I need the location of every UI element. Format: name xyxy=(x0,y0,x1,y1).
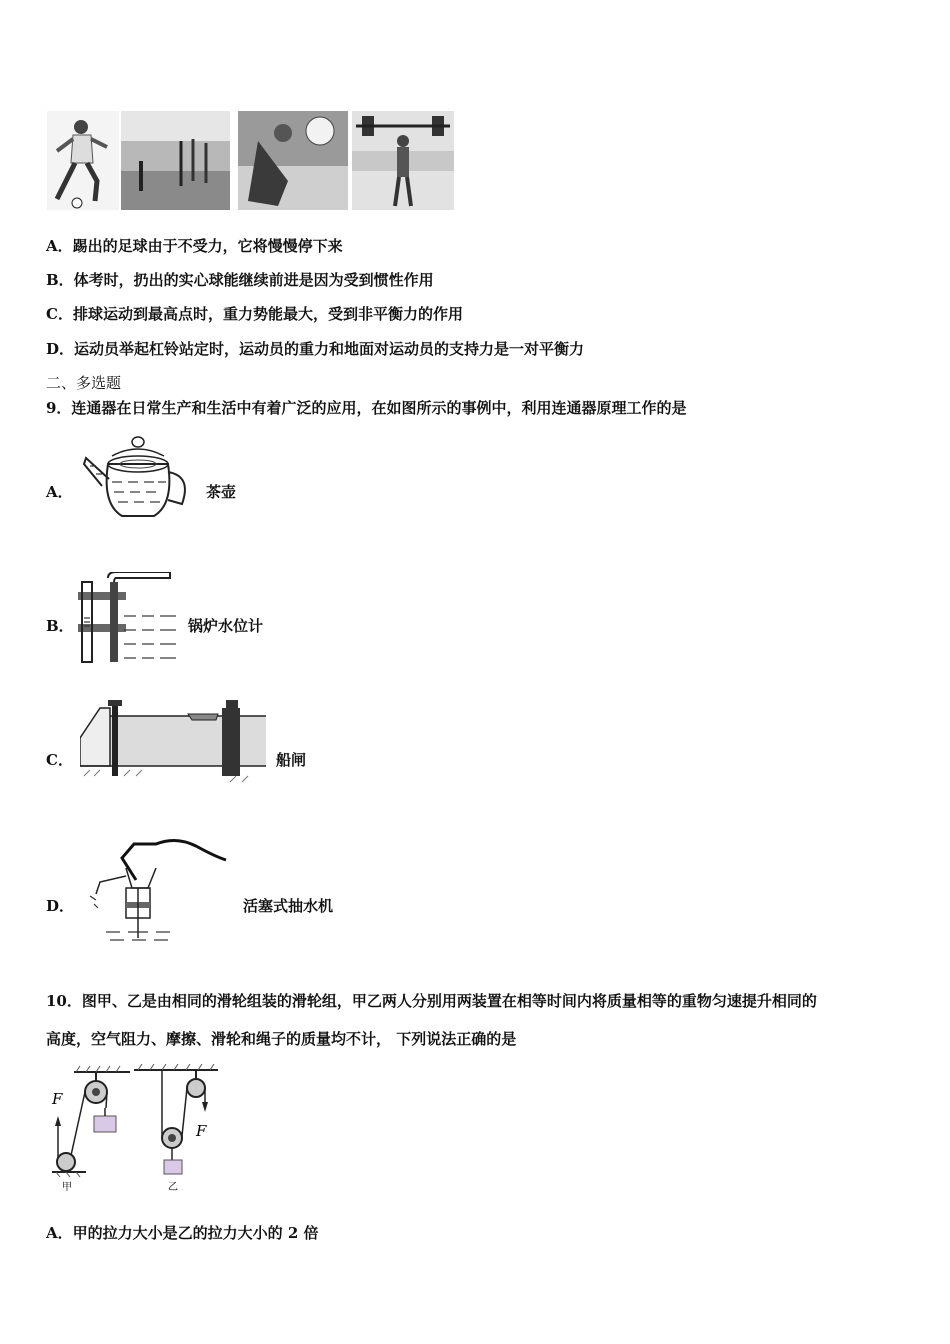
throwing-photo xyxy=(121,111,230,210)
q10-stem-line1: 10．图甲、乙是由相同的滑轮组装的滑轮组，甲乙两人分别用两装置在相等时间内将质量相等的重物匀速提升相同的 xyxy=(46,992,817,1010)
q10-stem-line2: 高度，空气阻力、摩擦、滑轮和绳子的质量均不计， 下列说法正确的是 xyxy=(46,1030,517,1048)
weightlifting-photo xyxy=(352,111,454,210)
q9-option-d-name: 活塞式抽水机 xyxy=(243,897,334,915)
q8-option-a: A．踢出的足球由于不受力，它将慢慢停下来 xyxy=(46,237,343,255)
q9-option-b-name: 锅炉水位计 xyxy=(188,617,264,635)
q9-option-c-name: 船闸 xyxy=(276,751,307,769)
pulley-figure xyxy=(46,1064,226,1194)
piston-pump-figure xyxy=(86,838,234,948)
soccer-photo xyxy=(47,111,119,210)
section-title: 二、多选题 xyxy=(46,374,122,392)
q9-option-d-letter: D． xyxy=(46,897,75,915)
q8-option-d: D．运动员举起杠铃站定时，运动员的重力和地面对运动员的支持力是一对平衡力 xyxy=(46,340,585,358)
q9-option-c-letter: C． xyxy=(46,751,73,769)
force-label-left: F xyxy=(52,1090,63,1108)
q9-stem: 9．连通器在日常生产和生活中有着广泛的应用，在如图所示的事例中，利用连通器原理工作的是 xyxy=(46,399,687,417)
label-yi: 乙 xyxy=(168,1182,178,1193)
q9-option-b-letter: B． xyxy=(46,617,74,635)
ship-lock-figure xyxy=(80,698,270,790)
q9-option-a-name: 茶壶 xyxy=(206,483,237,501)
label-jia: 甲 xyxy=(62,1182,72,1193)
teapot-figure xyxy=(82,434,194,524)
boiler-gauge-figure xyxy=(76,572,184,666)
q10-option-a: A．甲的拉力大小是乙的拉力大小的 2 倍 xyxy=(46,1224,319,1242)
volleyball-photo xyxy=(238,111,348,210)
force-label-right: F xyxy=(196,1122,207,1140)
q9-option-a-letter: A． xyxy=(46,483,73,501)
q8-option-c: C．排球运动到最高点时，重力势能最大，受到非平衡力的作用 xyxy=(46,305,463,323)
q8-option-b: B．体考时，扔出的实心球能继续前进是因为受到惯性作用 xyxy=(46,271,434,289)
